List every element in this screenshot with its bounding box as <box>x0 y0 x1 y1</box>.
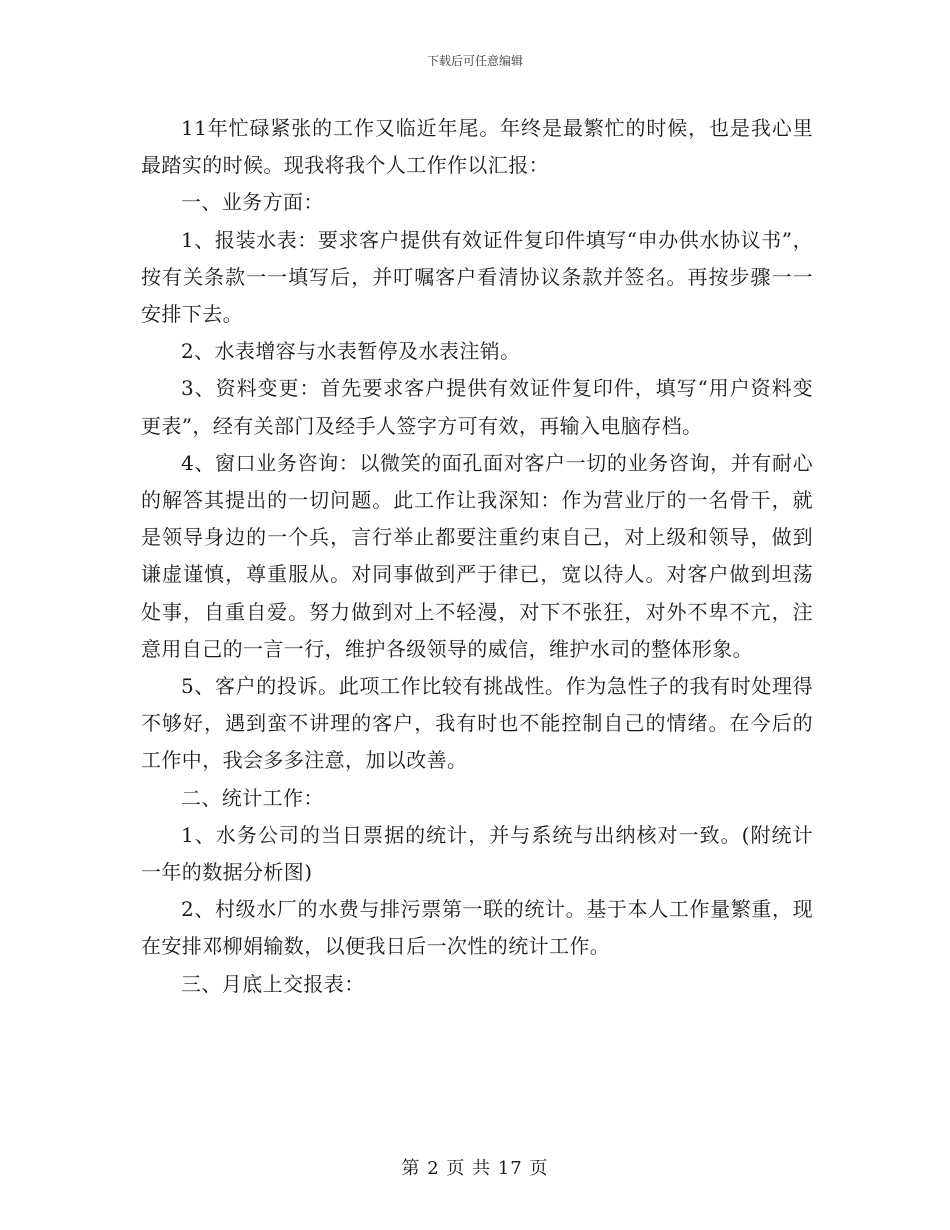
paragraph-village-water: 2、村级水厂的水费与排污票第一联的统计。基于本人工作量繁重，现在安排邓柳娟输数，以便我日后一次性的统计工作。 <box>141 897 813 959</box>
paragraph-window-consulting: 4、窗口业务咨询：以微笑的面孔面对客户一切的业务咨询，并有耐心的解答其提出的一切问题。此工作让我深知：作为营业厅的一名骨干，就是领导身边的一个兵，言行举止都要注重约束自己，对上级和领导，做到谦虚谨慎，尊重服从。对同事做到严于律已，宽以待人。对客户做到坦荡处事，自重自爱。努力做到对上不轻漫，对下不张狂，对外不卑不亢，注意用自己的一言一行，维护各级领导的威信，维护水司的整体形象。 <box>141 450 813 661</box>
paragraph-meter-install: 1、报装水表：要求客户提供有效证件复印件填写“申办供水协议书”，按有关条款一一填写后，并叮嘱客户看清协议条款并签名。再按步骤一一安排下去。 <box>141 227 813 327</box>
paragraph-complaints: 5、客户的投诉。此项工作比较有挑战性。作为急性子的我有时处理得不够好，遇到蛮不讲理的客户，我有时也不能控制自己的情绪。在今后的工作中，我会多多注意，加以改善。 <box>141 674 813 773</box>
section-heading-monthly-report: 三、月底上交报表： <box>181 971 365 996</box>
document-body <box>141 110 813 1003</box>
paragraph-meter-capacity: 2、水表增容与水表暂停及水表注销。 <box>181 339 521 364</box>
page-header: 下载后可任意编辑 <box>426 54 523 68</box>
paragraph-daily-receipts: 1、水务公司的当日票据的统计，并与系统与出纳核对一致。(附统计一年的数据分析图) <box>141 822 813 885</box>
section-heading-business: 一、业务方面： <box>181 190 324 215</box>
paragraph-data-change: 3、资料变更：首先要求客户提供有效证件复印件，填写“用户资料变更表”，经有关部门及经手人签字方可有效，再输入电脑存档。 <box>141 376 813 438</box>
paragraph-intro: 11年忙碌紧张的工作又临近年尾。年终是最繁忙的时候，也是我心里最踏实的时候。现我将我个人工作作以汇报： <box>141 116 813 178</box>
page-footer-page-number: 第 2 页 共 17 页 <box>401 1158 549 1179</box>
section-heading-statistics: 二、统计工作： <box>181 785 324 810</box>
